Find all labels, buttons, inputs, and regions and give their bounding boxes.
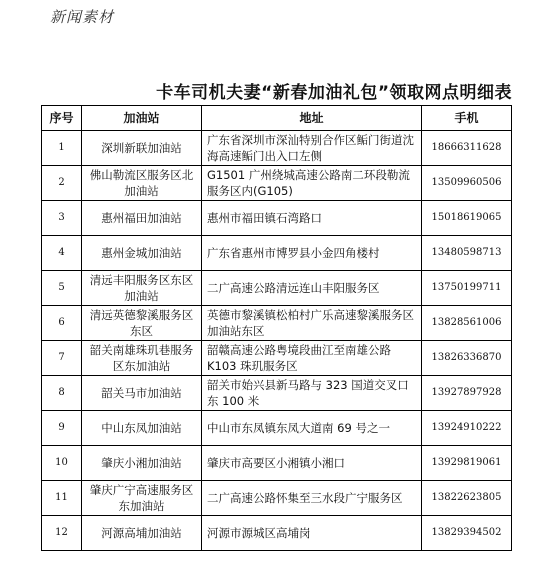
- cell-phone: 18666311628: [422, 131, 512, 166]
- cell-phone: 13927897928: [422, 376, 512, 411]
- cell-station: 深圳新联加油站: [82, 131, 202, 166]
- table-row: [42, 271, 512, 306]
- page-title: 卡车司机夫妻“新春加油礼包”领取网点明细表: [156, 83, 512, 103]
- cell-phone: 13822623805: [422, 481, 512, 516]
- cell-address: 二广高速公路清远连山丰阳服务区: [202, 271, 422, 306]
- cell-address: 二广高速公路怀集至三水段广宁服务区: [202, 481, 422, 516]
- cell-address: 英德市黎溪镇松柏村广乐高速黎溪服务区加油站东区: [202, 306, 422, 341]
- table-row: [42, 131, 512, 166]
- table-row: [42, 411, 512, 446]
- cell-no: 6: [42, 306, 82, 341]
- source-tag: 新闻素材: [50, 8, 115, 26]
- cell-address: 韶赣高速公路粤境段曲江至南雄公路K103 珠玑服务区: [202, 341, 422, 376]
- cell-address: 河源市源城区高埔岗: [202, 516, 422, 551]
- cell-phone: 13829394502: [422, 516, 512, 551]
- table-row: [42, 341, 512, 376]
- cell-phone: 13480598713: [422, 236, 512, 271]
- cell-phone: 15018619065: [422, 201, 512, 236]
- cell-no: 5: [42, 271, 82, 306]
- cell-station: 惠州金城加油站: [82, 236, 202, 271]
- cell-station: 佛山勒流区服务区北加油站: [82, 166, 202, 201]
- cell-address: 中山市东凤镇东凤大道南 69 号之一: [202, 411, 422, 446]
- table-row: [42, 236, 512, 271]
- cell-no: 8: [42, 376, 82, 411]
- cell-station: 肇庆小湘加油站: [82, 446, 202, 481]
- header-no: 序号: [42, 106, 82, 131]
- cell-station: 清远英德黎溪服务区东区: [82, 306, 202, 341]
- table-row: [42, 166, 512, 201]
- cell-phone: 13924910222: [422, 411, 512, 446]
- table-row: [42, 306, 512, 341]
- cell-station: 韶关马市加油站: [82, 376, 202, 411]
- cell-phone: 13750199711: [422, 271, 512, 306]
- table-row: [42, 481, 512, 516]
- cell-no: 3: [42, 201, 82, 236]
- table-row: [42, 201, 512, 236]
- table-row: [42, 516, 512, 551]
- table-header-row: [42, 106, 512, 131]
- cell-address: 韶关市始兴县新马路与 323 国道交叉口东 100 米: [202, 376, 422, 411]
- table-row: [42, 446, 512, 481]
- cell-no: 10: [42, 446, 82, 481]
- header-address: 地址: [202, 106, 422, 131]
- cell-station: 肇庆广宁高速服务区东加油站: [82, 481, 202, 516]
- cell-address: 惠州市福田镇石湾路口: [202, 201, 422, 236]
- cell-station: 惠州福田加油站: [82, 201, 202, 236]
- header-phone: 手机: [422, 106, 512, 131]
- cell-address: 广东省惠州市博罗县小金四角楼村: [202, 236, 422, 271]
- cell-phone: 13826336870: [422, 341, 512, 376]
- cell-no: 4: [42, 236, 82, 271]
- cell-phone: 13509960506: [422, 166, 512, 201]
- cell-station: 中山东凤加油站: [82, 411, 202, 446]
- cell-station: 清远丰阳服务区东区加油站: [82, 271, 202, 306]
- cell-station: 韶关南雄珠玑巷服务区东加油站: [82, 341, 202, 376]
- cell-no: 9: [42, 411, 82, 446]
- cell-station: 河源高埔加油站: [82, 516, 202, 551]
- cell-no: 11: [42, 481, 82, 516]
- table-row: [42, 376, 512, 411]
- cell-address: 广东省深圳市深汕特别合作区鲘门街道沈海高速鲘门出入口左侧: [202, 131, 422, 166]
- cell-phone: 13929819061: [422, 446, 512, 481]
- cell-address: G1501 广州绕城高速公路南二环段勒流服务区内(G105): [202, 166, 422, 201]
- cell-no: 2: [42, 166, 82, 201]
- cell-phone: 13828561006: [422, 306, 512, 341]
- cell-no: 12: [42, 516, 82, 551]
- station-detail-table: [41, 105, 512, 551]
- cell-no: 1: [42, 131, 82, 166]
- cell-no: 7: [42, 341, 82, 376]
- header-station: 加油站: [82, 106, 202, 131]
- cell-address: 肇庆市高要区小湘镇小湘口: [202, 446, 422, 481]
